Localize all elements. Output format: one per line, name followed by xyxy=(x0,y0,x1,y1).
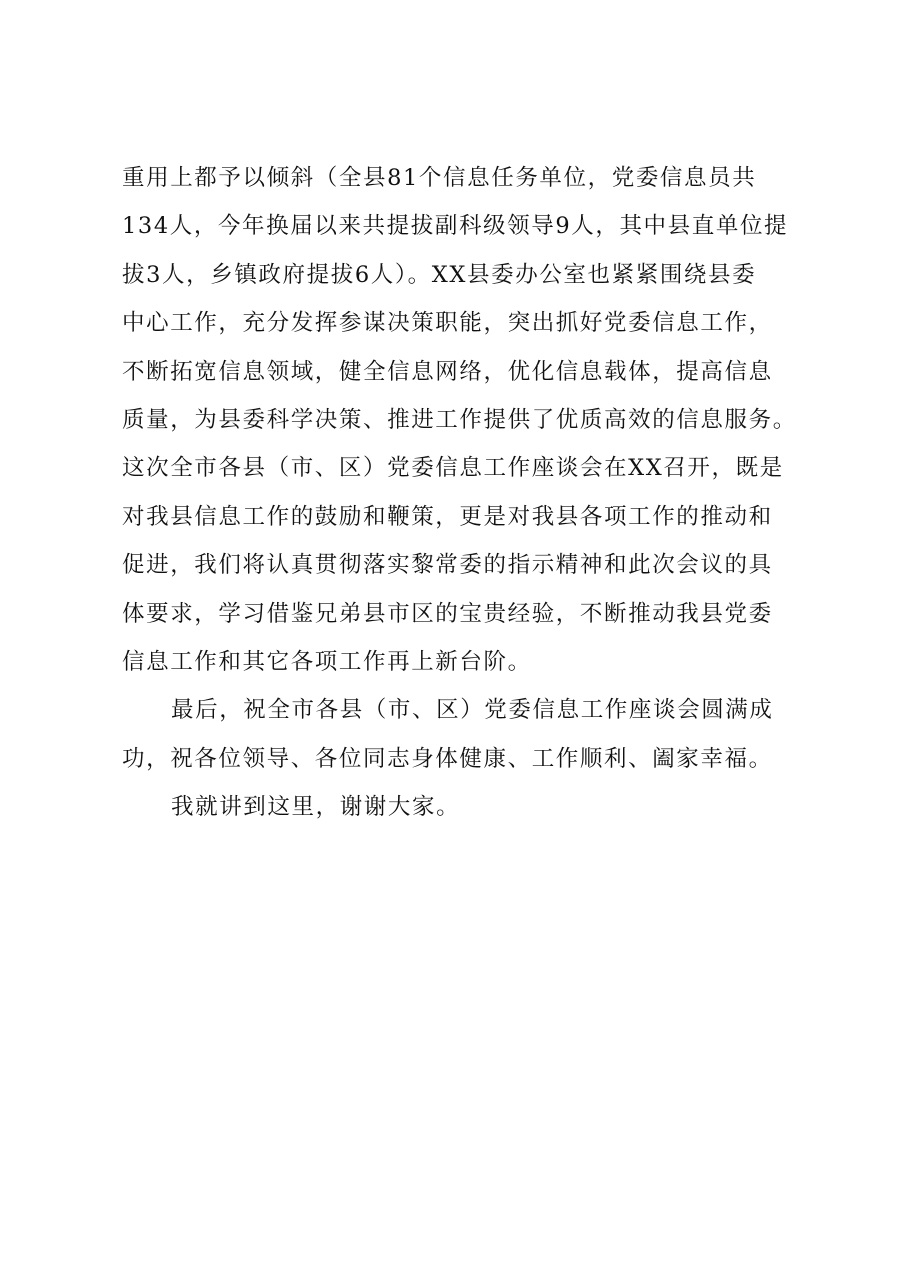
text-line: 对我县信息工作的鼓励和鞭策，更是对我县各项工作的推动和 xyxy=(122,503,773,530)
text-line: 不断拓宽信息领域，健全信息网络，优化信息载体，提高信息 xyxy=(122,358,773,385)
paragraph-2 xyxy=(122,686,822,783)
text-line: 体要求，学习借鉴兄弟县市区的宝贵经验，不断推动我县党委 xyxy=(122,600,773,627)
text-line: 质量，为县委科学决策、推进工作提供了优质高效的信息服务。 xyxy=(122,406,797,433)
text-line: 促进，我们将认真贯彻落实黎常委的指示精神和此次会议的具 xyxy=(122,552,773,579)
text-line: 重用上都予以倾斜（全县81个信息任务单位，党委信息员共 xyxy=(122,165,757,191)
text-line: 拔3人，乡镇政府提拔6人）。XX县委办公室也紧紧围绕县委 xyxy=(122,261,757,288)
text-line: 最后，祝全市各县（市、区）党委信息工作座谈会圆满成 xyxy=(171,697,774,724)
paragraph-3 xyxy=(122,783,822,831)
text-line: 信息工作和其它各项工作再上新台阶。 xyxy=(122,648,532,675)
text-line: 134人，今年换届以来共提拔副科级领导9人，其中县直单位提 xyxy=(122,213,789,240)
text-line: 中心工作，充分发挥参谋决策职能，突出抓好党委信息工作， xyxy=(122,310,773,337)
text-line: 功，祝各位领导、各位同志身体健康、工作顺利、阖家幸福。 xyxy=(122,745,773,772)
text-line: 我就讲到这里，谢谢大家。 xyxy=(171,794,461,821)
text-line: 这次全市各县（市、区）党委信息工作座谈会在XX召开，既是 xyxy=(122,455,784,482)
document-body xyxy=(122,154,822,831)
paragraph-1 xyxy=(122,154,822,686)
